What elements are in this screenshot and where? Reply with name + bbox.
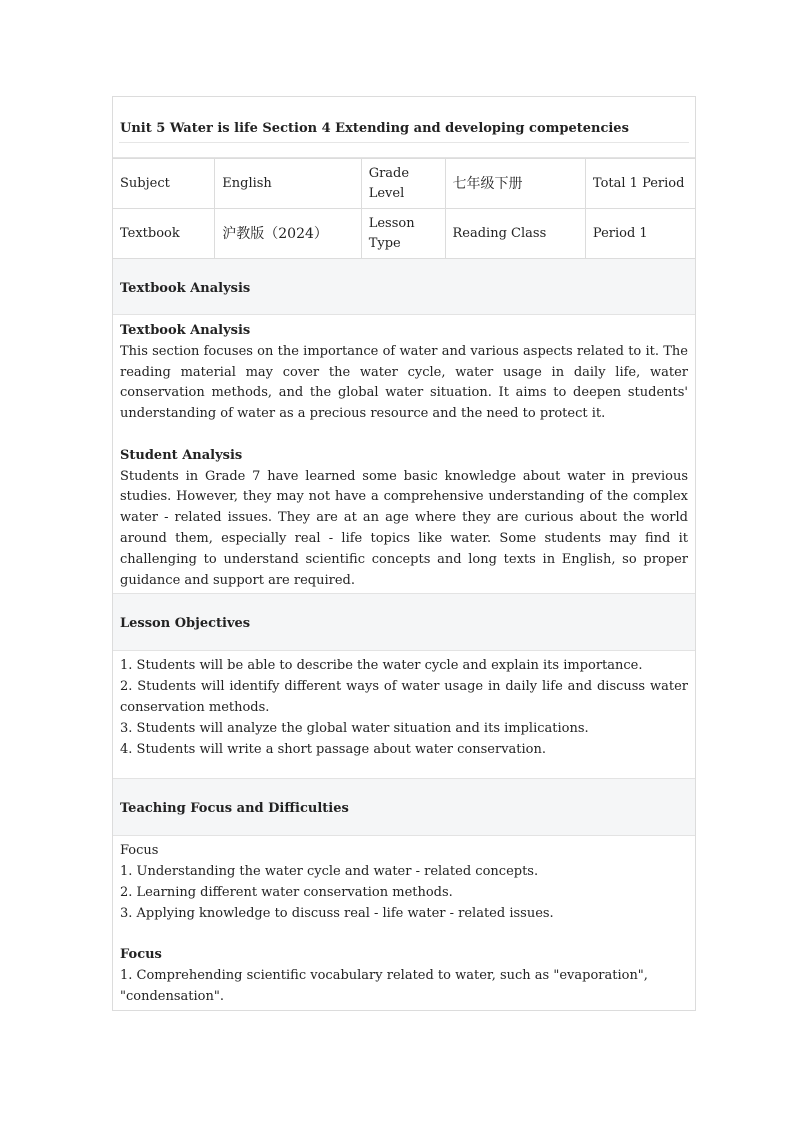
section-heading: Textbook Analysis — [120, 281, 251, 296]
focus-label-bold: Focus — [120, 947, 162, 963]
objective-item: 3. Students will analyze the global water situation and its implications. — [120, 720, 589, 736]
focus-body — [113, 836, 695, 1009]
focus-item: 1. Understanding the water cycle and water - related concepts. — [120, 864, 539, 880]
lesson-type-label: Lesson Type — [361, 209, 445, 259]
grade-level-label: Grade Level — [361, 159, 445, 209]
lesson-objectives-header — [113, 594, 695, 651]
focus-item: 3. Applying knowledge to discuss real - life water - related issues. — [120, 905, 554, 921]
student-analysis-text: Students in Grade 7 have learned some basic knowledge about water in previous studies. However, they may not have a comprehensive understanding of the complex water - related issues. They are at an age where they are curious about the world around them, especially real - life topics like water. Some students may find it challenging to understand scientific concepts and long texts in English, so proper guidance and support are required. — [120, 468, 688, 588]
info-table — [113, 158, 695, 259]
student-analysis-subtitle: Student Analysis — [120, 447, 243, 463]
title-divider — [119, 142, 689, 143]
section-heading: Teaching Focus and Difficulties — [120, 801, 349, 817]
document-title: Unit 5 Water is life Section 4 Extending and developing competencies — [120, 121, 629, 136]
lesson-type-value: Reading Class — [445, 209, 585, 259]
lesson-plan-document — [112, 96, 696, 1011]
textbook-analysis-body — [113, 315, 695, 594]
subject-value: English — [215, 159, 361, 209]
textbook-analysis-subtitle: Textbook Analysis — [120, 323, 251, 338]
title-row — [113, 97, 695, 158]
lesson-objectives-body — [113, 651, 695, 779]
period-number: Period 1 — [585, 209, 695, 259]
textbook-label: Textbook — [113, 209, 215, 259]
textbook-analysis-text: This section focuses on the importance of water and various aspects related to it. The reading material may cover the water cycle, water usage in daily life, water conservation methods, and the global water situation. It aims to deepen students' understanding of water as a precious resource and the need to protect it. — [120, 343, 688, 422]
focus-item: 2. Learning different water conservation methods. — [120, 884, 453, 900]
section-heading: Lesson Objectives — [120, 616, 251, 632]
info-row-2 — [113, 209, 695, 259]
focus-header — [113, 779, 695, 836]
objective-item: 2. Students will identify different ways of water usage in daily life and discuss water conservation methods. — [120, 679, 688, 715]
objective-item: 1. Students will be able to describe the water cycle and explain its importance. — [120, 658, 643, 674]
info-row-1 — [113, 159, 695, 209]
total-periods: Total 1 Period — [585, 159, 695, 209]
textbook-value: 沪教版（2024） — [215, 209, 361, 259]
subject-label: Subject — [113, 159, 215, 209]
grade-level-value: 七年级下册 — [445, 159, 585, 209]
focus-label: Focus — [120, 843, 159, 859]
textbook-analysis-header — [113, 259, 695, 315]
objective-item: 4. Students will write a short passage about water conservation. — [120, 741, 547, 757]
focus-item: 1. Comprehending scientific vocabulary related to water, such as "evaporation", "condensation". — [120, 968, 648, 1004]
